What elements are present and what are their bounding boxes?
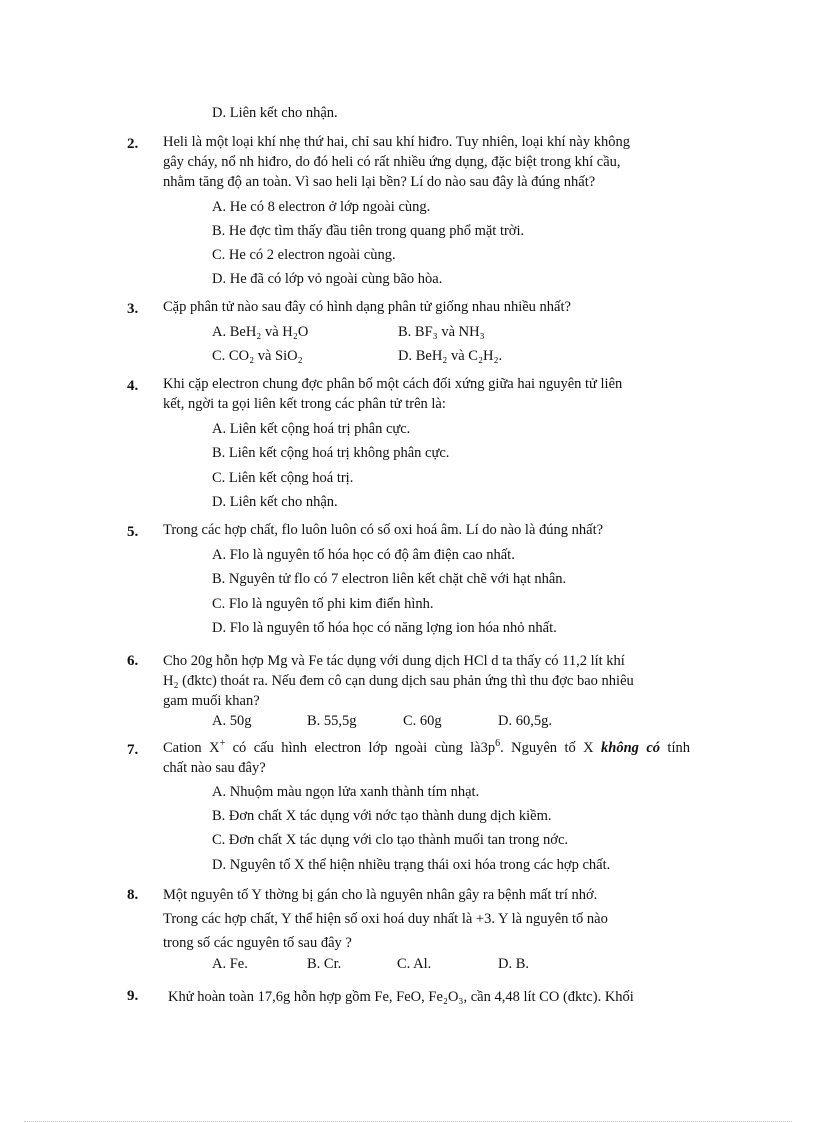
question-text-7 bbox=[163, 738, 690, 778]
question-text-line: kết, ngời ta gọi liên kết trong các phân tử trên là: bbox=[163, 396, 446, 412]
option-b: B. Liên kết cộng hoá trị không phân cực. bbox=[212, 445, 450, 461]
text-segment: có cấu hình electron lớp ngoài cùng là3p bbox=[225, 740, 496, 756]
question-text-line: Cặp phân tử nào sau đây có hình dạng phân tử giống nhau nhiều nhất? bbox=[163, 299, 571, 315]
option-c: C. He có 2 electron ngoài cùng. bbox=[212, 247, 396, 263]
question-text-line: Heli là một loại khí nhẹ thứ hai, chỉ sau khí hiđro. Tuy nhiên, loại khí này không bbox=[163, 134, 630, 150]
option-a: A. Liên kết cộng hoá trị phân cực. bbox=[212, 421, 411, 437]
option-c: C. Đơn chất X tác dụng với clo tạo thành muối tan trong nớc. bbox=[212, 832, 569, 848]
option-d: D. 60,5g. bbox=[498, 713, 552, 729]
option-c: C. Liên kết cộng hoá trị. bbox=[212, 470, 354, 486]
question-number-7: 7. bbox=[127, 742, 139, 758]
question-number-6: 6. bbox=[127, 653, 139, 669]
option-b: B. Đơn chất X tác dụng với nớc tạo thành dung dịch kiềm. bbox=[212, 808, 552, 824]
option-a: A. He có 8 electron ở lớp ngoài cùng. bbox=[212, 199, 431, 215]
option-c: C. CO₂ và SiO₂ bbox=[212, 348, 303, 364]
question-text-line: H₂ (đktc) thoát ra. Nếu đem cô cạn dung dịch sau phản ứng thì thu đợc bao nhiêu bbox=[163, 673, 634, 689]
option-b: B. BF₃ và NH₃ bbox=[398, 324, 485, 340]
page-bottom-divider bbox=[24, 1121, 792, 1122]
option-d: D. BeH₂ và C₂H₂. bbox=[398, 348, 503, 364]
question-text-4 bbox=[163, 374, 690, 414]
option-a: A. Nhuộm màu ngọn lửa xanh thành tím nhạt. bbox=[212, 784, 480, 800]
question-text-line: Một nguyên tố Y thờng bị gán cho là nguyên nhân gây ra bệnh mất trí nhớ. bbox=[163, 887, 598, 903]
question-text-line: nhằm tăng độ an toàn. Vì sao heli lại bền? Lí do nào sau đây là đúng nhất? bbox=[163, 174, 596, 190]
option-a: A. BeH₂ và H₂O bbox=[212, 324, 309, 340]
option-a: A. Fe. bbox=[212, 956, 248, 972]
option-c: C. 60g bbox=[403, 713, 442, 729]
superscript: 6 bbox=[495, 738, 501, 750]
question-number-5: 5. bbox=[127, 524, 139, 540]
option-d: D. Liên kết cho nhận. bbox=[212, 494, 338, 510]
question-number-4: 4. bbox=[127, 378, 139, 394]
question-text-line: Cho 20g hỗn hợp Mg và Fe tác dụng với dung dịch HCl d ta thấy có 11,2 lít khí bbox=[163, 653, 625, 669]
question-number-2: 2. bbox=[127, 136, 139, 152]
emphasis-text: không có bbox=[601, 740, 661, 756]
option-b: B. Cr. bbox=[307, 956, 342, 972]
option-a: A. Flo là nguyên tố hóa học có độ âm điện cao nhất. bbox=[212, 547, 515, 563]
option-d: D. B. bbox=[498, 956, 530, 972]
option-d: D. Flo là nguyên tố hóa học có năng lợng ion hóa nhỏ nhất. bbox=[212, 620, 557, 636]
text-segment: . Nguyên tố X bbox=[500, 740, 602, 756]
question-text-9 bbox=[168, 987, 690, 1007]
question-text-line: chất nào sau đây? bbox=[163, 760, 266, 776]
question-number-9: 9. bbox=[127, 988, 139, 1004]
option-b: B. He đợc tìm thấy đầu tiên trong quang phổ mặt trời. bbox=[212, 223, 525, 239]
option-d-prev: D. Liên kết cho nhận. bbox=[212, 105, 338, 121]
question-text-line: gây cháy, nổ nh hiđro, do đó heli có rất nhiều ứng dụng, đặc biệt trong khí cầu, bbox=[163, 154, 621, 170]
question-number-3: 3. bbox=[127, 301, 139, 317]
option-d: D. He đã có lớp vỏ ngoài cùng bão hòa. bbox=[212, 271, 443, 287]
question-text-line: gam muối khan? bbox=[163, 693, 260, 709]
option-c: C. Flo là nguyên tố phi kim điển hình. bbox=[212, 596, 434, 612]
question-text-8 bbox=[163, 883, 690, 955]
question-text-line bbox=[163, 738, 690, 758]
text-segment: Cation X bbox=[163, 740, 220, 756]
question-text-2 bbox=[163, 132, 690, 192]
superscript: + bbox=[219, 738, 226, 750]
question-text-6 bbox=[163, 651, 690, 711]
question-text-line: Khi cặp electron chung đợc phân bố một cách đối xứng giữa hai nguyên tử liên bbox=[163, 376, 623, 392]
question-number-8: 8. bbox=[127, 887, 139, 903]
option-b: B. Nguyên tử flo có 7 electron liên kết chặt chẽ với hạt nhân. bbox=[212, 571, 567, 587]
option-b: B. 55,5g bbox=[307, 713, 357, 729]
option-c: C. Al. bbox=[397, 956, 432, 972]
question-text-3 bbox=[163, 297, 690, 317]
question-text-line: Trong các hợp chất, Y thể hiện số oxi hoá duy nhất là +3. Y là nguyên tố nào bbox=[163, 911, 608, 927]
option-a: A. 50g bbox=[212, 713, 252, 729]
text-segment: tính bbox=[660, 740, 690, 756]
question-text-line: Khử hoàn toàn 17,6g hỗn hợp gồm Fe, FeO, Fe₂O₃, cần 4,48 lít CO (đktc). Khối bbox=[168, 989, 634, 1005]
question-text-5 bbox=[163, 520, 690, 540]
question-text-line: Trong các hợp chất, flo luôn luôn có số oxi hoá âm. Lí do nào là đúng nhất? bbox=[163, 522, 604, 538]
option-d: D. Nguyên tố X thể hiện nhiều trạng thái oxi hóa trong các hợp chất. bbox=[212, 857, 611, 873]
question-text-line: trong số các nguyên tố sau đây ? bbox=[163, 935, 352, 951]
